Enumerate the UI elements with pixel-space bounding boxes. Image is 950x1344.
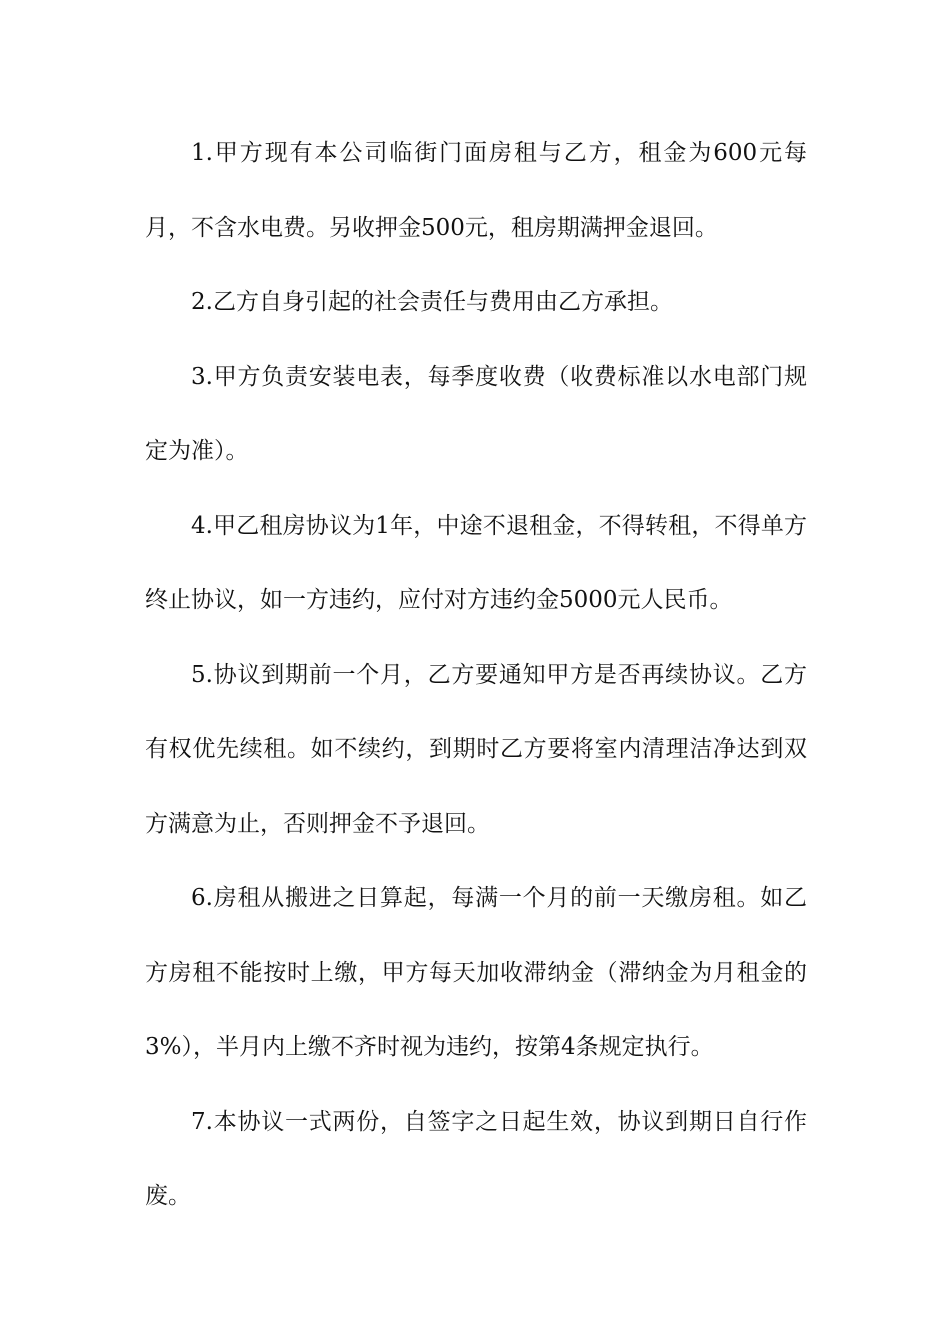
document-body: [145, 116, 807, 1234]
clause-6: 6.房租从搬进之日算起，每满一个月的前一天缴房租。如乙方房租不能按时上缴，甲方每天加收滞纳金（滞纳金为月租金的3%），半月内上缴不齐时视为违约，按第4条规定执行。: [145, 885, 807, 1060]
clause-4: 4.甲乙租房协议为1年，中途不退租金，不得转租，不得单方终止协议，如一方违约，应付对方违约金5000元人民币。: [145, 512, 807, 613]
clause-1: 1.甲方现有本公司临街门面房租与乙方，租金为600元每月，不含水电费。另收押金500元，租房期满押金退回。: [145, 140, 807, 241]
clause-7: 7.本协议一式两份，自签字之日起生效，协议到期日自行作废。: [145, 1108, 807, 1209]
clause-3: 3.甲方负责安装电表，每季度收费（收费标准以水电部门规定为准）。: [145, 363, 807, 464]
clause-2: 2.乙方自身引起的社会责任与费用由乙方承担。: [191, 289, 673, 315]
clause-5: 5.协议到期前一个月，乙方要通知甲方是否再续协议。乙方有权优先续租。如不续约，到期时乙方要将室内清理洁净达到双方满意为止，否则押金不予退回。: [145, 661, 807, 837]
